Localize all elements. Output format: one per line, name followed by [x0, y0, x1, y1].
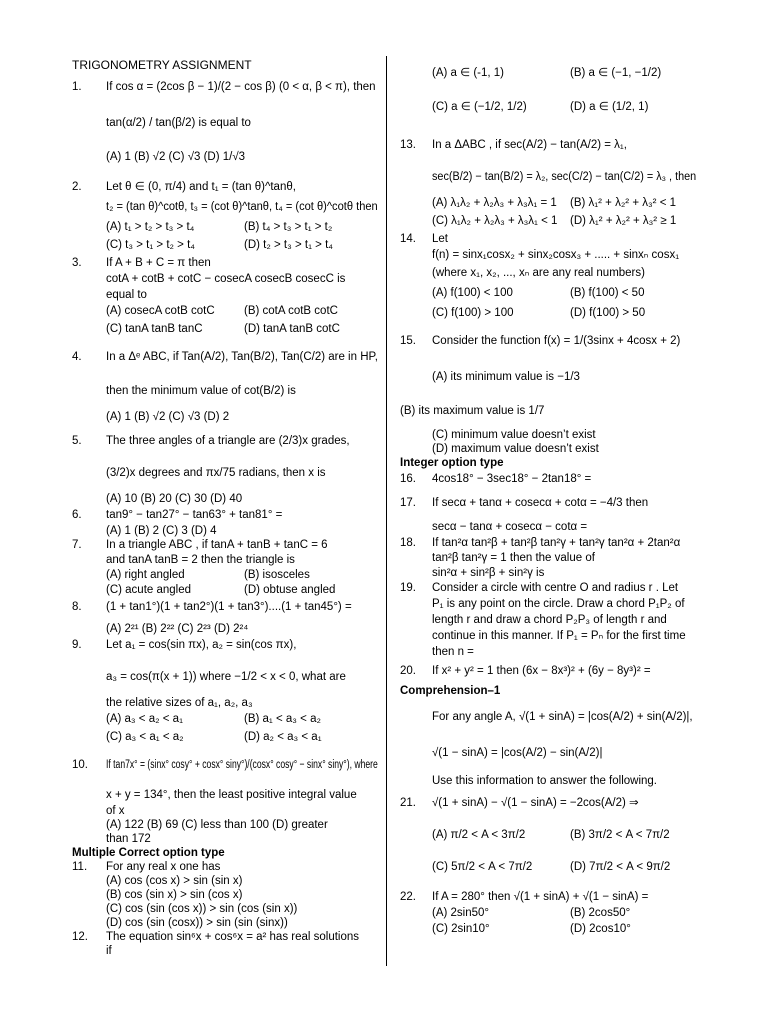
- question-number: 19.: [400, 582, 416, 594]
- line-text: If tan²α tan²β + tan²β tan²γ + tan²γ tan²α + 2tan²α: [432, 537, 681, 549]
- line-text: (C) tanA tanB tanC: [106, 323, 203, 335]
- line-text: Let: [432, 233, 448, 245]
- line-text: Integer option type: [400, 457, 504, 469]
- option-text: (B) 2cos50°: [570, 907, 631, 919]
- line-text: (A) a ∈ (-1, 1): [432, 67, 504, 79]
- option-text: (D) a ∈ (1/2, 1): [570, 101, 649, 113]
- line-text: (A) 1 (B) √2 (C) √3 (D) 2: [106, 411, 230, 423]
- line-text: (A) 1 (B) 2 (C) 3 (D) 4: [106, 525, 217, 537]
- line-text: If secα + tanα + cosecα + cotα = −4/3 then: [432, 497, 649, 509]
- line-text: In a triangle ABC , if tanA + tanB + tanC = 6: [106, 539, 328, 551]
- line-text: (C) 5π/2 < A < 7π/2: [432, 861, 533, 873]
- question-number: 5.: [72, 435, 82, 447]
- question-number: 18.: [400, 537, 416, 549]
- line-text: If x² + y² = 1 then (6x − 8x³)² + (6y − 8y³)² =: [432, 665, 651, 677]
- question-number: 16.: [400, 473, 416, 485]
- question-number: 7.: [72, 539, 82, 551]
- question-number: 3.: [72, 257, 82, 269]
- line-text: The three angles of a triangle are (2/3)x grades,: [106, 435, 350, 447]
- line-text: (C) t₃ > t₁ > t₂ > t₄: [106, 239, 195, 251]
- option-text: (D) λ₁² + λ₂² + λ₃² ≥ 1: [570, 215, 677, 227]
- line-text: If A + B + C = π then: [106, 257, 211, 269]
- line-text: (A) cos (cos x) > sin (sin x): [106, 875, 243, 887]
- question-number: 17.: [400, 497, 416, 509]
- option-text: (B) cotA cotB cotC: [244, 305, 338, 317]
- line-text: (A) 10 (B) 20 (C) 30 (D) 40: [106, 493, 243, 505]
- option-text: (B) 3π/2 < A < 7π/2: [570, 829, 670, 841]
- line-text: (C) a₃ < a₁ < a₂: [106, 731, 184, 743]
- line-text: (C) minimum value doesn’t exist: [432, 429, 596, 441]
- line-text: (A) 1 (B) √2 (C) √3 (D) 1/√3: [106, 151, 246, 163]
- line-text: (D) cos (sin (cosx)) > sin (sin (sinx)): [106, 917, 288, 929]
- line-text: equal to: [106, 289, 147, 301]
- line-text: In a Δᵉ ABC, if Tan(A/2), Tan(B/2), Tan(C/2) are in HP,: [106, 351, 378, 363]
- line-text: x + y = 134°, then the least positive integral value: [106, 789, 357, 801]
- line-text: (A) a₃ < a₂ < a₁: [106, 713, 183, 725]
- line-text: For any real x one has: [106, 861, 221, 873]
- line-text: of x: [106, 805, 125, 817]
- line-text: In a ΔABC , if sec(A/2) − tan(A/2) = λ₁,: [432, 139, 627, 151]
- question-number: 14.: [400, 233, 416, 245]
- line-text: (A) f(100) < 100: [432, 287, 513, 299]
- question-number: 22.: [400, 891, 416, 903]
- line-text: (B) cos (sin x) > sin (cos x): [106, 889, 243, 901]
- option-text: (B) λ₁² + λ₂² + λ₃² < 1: [570, 197, 677, 209]
- question-number: 10.: [72, 759, 88, 771]
- line-text: then n =: [432, 646, 474, 658]
- line-text: cotA + cotB + cotC − cosecA cosecB cosecC is: [106, 273, 346, 285]
- line-text: tan²β tan²γ = 1 then the value of: [432, 552, 595, 564]
- line-text: P₁ is any point on the circle. Draw a chord P₁P₂ of: [432, 598, 685, 610]
- line-text: √(1 − sinA) = |cos(A/2) − sin(A/2)|: [432, 747, 603, 759]
- question-number: 1.: [72, 81, 82, 93]
- line-text: If cos α = (2cos β − 1)/(2 − cos β) (0 < α, β < π), then: [106, 81, 376, 93]
- line-text: (C) cos (sin (cos x)) > sin (cos (sin x)): [106, 903, 298, 915]
- line-text: (A) 122 (B) 69 (C) less than 100 (D) greater: [106, 819, 328, 831]
- line-text: Multiple Correct option type: [72, 847, 225, 859]
- line-text: If tan7x° = (sinx° cosy° + cosx° siny°)/(cosx° cosy° − sinx° siny°), where: [106, 759, 378, 771]
- line-text: than 172: [106, 833, 151, 845]
- line-text: (A) cosecA cotB cotC: [106, 305, 215, 317]
- question-number: 13.: [400, 139, 416, 151]
- line-text: (3/2)x degrees and πx/75 radians, then x is: [106, 467, 326, 479]
- question-number: 8.: [72, 601, 82, 613]
- option-text: (B) t₄ > t₃ > t₁ > t₂: [244, 221, 333, 233]
- line-text: (C) 2sin10°: [432, 923, 490, 935]
- line-text: secα − tanα + cosecα − cotα =: [432, 521, 588, 533]
- line-text: (A) right angled: [106, 569, 185, 581]
- question-number: 4.: [72, 351, 82, 363]
- option-text: (D) obtuse angled: [244, 584, 336, 596]
- line-text: If A = 280° then √(1 + sinA) + √(1 − sinA) =: [432, 891, 649, 903]
- line-text: continue in this manner. If P₁ = Pₙ for the first time: [432, 630, 686, 642]
- line-text: the relative sizes of a₁, a₂, a₃: [106, 697, 253, 709]
- line-text: (A) t₁ > t₂ > t₃ > t₄: [106, 221, 195, 233]
- line-text: TRIGONOMETRY ASSIGNMENT: [72, 58, 252, 72]
- option-text: (D) t₂ > t₃ > t₁ > t₄: [244, 239, 333, 251]
- question-number: 6.: [72, 509, 82, 521]
- line-text: Let a₁ = cos(sin πx), a₂ = sin(cos πx),: [106, 639, 297, 651]
- option-text: (B) a ∈ (−1, −1/2): [570, 67, 662, 79]
- line-text: t₂ = (tan θ)^cotθ, t₃ = (cot θ)^tanθ, t₄ = (cot θ)^cotθ then: [106, 201, 378, 213]
- line-text: (1 + tan1°)(1 + tan2°)(1 + tan3°)....(1 + tan45°) =: [106, 601, 352, 613]
- line-text: Consider the function f(x) = 1/(3sinx + 4cosx + 2): [432, 335, 681, 347]
- question-number: 9.: [72, 639, 82, 651]
- line-text: (A) π/2 < A < 3π/2: [432, 829, 526, 841]
- option-text: (B) a₁ < a₃ < a₂: [244, 713, 321, 725]
- line-text: (A) λ₁λ₂ + λ₂λ₃ + λ₃λ₁ = 1: [432, 197, 557, 209]
- option-text: (D) 2cos10°: [570, 923, 631, 935]
- line-text: The equation sin⁶x + cos⁶x = a² has real solutions: [106, 931, 360, 943]
- line-text: sin²α + sin²β + sin²γ is: [432, 567, 545, 579]
- line-text: 4cos18° − 3sec18° − 2tan18° =: [432, 473, 592, 485]
- option-text: (B) f(100) < 50: [570, 287, 645, 299]
- question-number: 15.: [400, 335, 416, 347]
- line-text: if: [106, 945, 112, 957]
- line-text: then the minimum value of cot(B/2) is: [106, 385, 296, 397]
- line-text: a₃ = cos(π(x + 1)) where −1/2 < x < 0, what are: [106, 671, 346, 683]
- option-text: (D) a₂ < a₃ < a₁: [244, 731, 322, 743]
- line-text: (C) f(100) > 100: [432, 307, 514, 319]
- question-number: 11.: [72, 861, 88, 873]
- line-text: Use this information to answer the following.: [432, 775, 657, 787]
- line-text: Consider a circle with centre O and radius r . Let: [432, 582, 679, 594]
- question-number: 21.: [400, 797, 416, 809]
- line-text: (C) λ₁λ₂ + λ₂λ₃ + λ₃λ₁ < 1: [432, 215, 558, 227]
- line-text: sec(B/2) − tan(B/2) = λ₂, sec(C/2) − tan(C/2) = λ₃ , then: [432, 171, 697, 183]
- line-text: (B) its maximum value is 1/7: [400, 405, 545, 417]
- line-text: tan(α/2) / tan(β/2) is equal to: [106, 117, 251, 129]
- line-text: (C) a ∈ (−1/2, 1/2): [432, 101, 527, 113]
- line-text: For any angle A, √(1 + sinA) = |cos(A/2) + sin(A/2)|,: [432, 711, 693, 723]
- line-text: (C) acute angled: [106, 584, 192, 596]
- question-number: 2.: [72, 181, 82, 193]
- line-text: and tanA tanB = 2 then the triangle is: [106, 554, 295, 566]
- line-text: length r and draw a chord P₂P₃ of length r and: [432, 614, 667, 626]
- line-text: √(1 + sinA) − √(1 − sinA) = −2cos(A/2) ⇒: [432, 797, 639, 809]
- option-text: (D) f(100) > 50: [570, 307, 646, 319]
- option-text: (D) 7π/2 < A < 9π/2: [570, 861, 671, 873]
- line-text: f(n) = sinx₁cosx₂ + sinx₂cosx₃ + ..... + sinxₙ cosx₁: [432, 249, 680, 261]
- option-text: (D) tanA tanB cotC: [244, 323, 340, 335]
- line-text: (where x₁, x₂, ..., xₙ are any real numbers): [432, 267, 645, 279]
- option-text: (B) isosceles: [244, 569, 310, 581]
- line-text: Comprehension–1: [400, 685, 501, 697]
- line-text: (A) 2²¹ (B) 2²² (C) 2²³ (D) 2²⁴: [106, 623, 249, 635]
- line-text: Let θ ∈ (0, π/4) and t₁ = (tan θ)^tanθ,: [106, 181, 296, 193]
- line-text: (A) 2sin50°: [432, 907, 490, 919]
- question-number: 20.: [400, 665, 416, 677]
- line-text: tan9° − tan27° − tan63° + tan81° =: [106, 509, 283, 521]
- column-divider: [386, 56, 387, 966]
- line-text: (A) its minimum value is −1/3: [432, 371, 580, 383]
- line-text: (D) maximum value doesn’t exist: [432, 443, 599, 455]
- question-number: 12.: [72, 931, 88, 943]
